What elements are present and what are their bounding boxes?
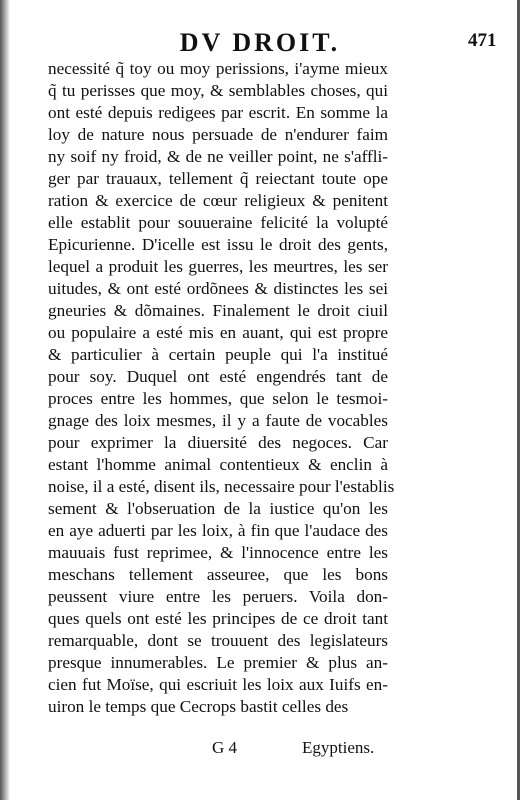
text-line: en aye aduerti par les loix, à fin que l'audace des xyxy=(48,521,388,540)
text-line: necessité q̃ toy ou moy perissions, i'ayme mieux xyxy=(48,59,388,78)
text-line: q̃ tu perisses que moy, & semblables choses, qui xyxy=(48,81,388,100)
text-line: ou populaire a esté mis en auant, qui est propre xyxy=(48,323,388,342)
text-line: noise, il a esté, disent ils, necessaire pour l'establis xyxy=(48,477,395,496)
text-line: loy de nature nous persuade de n'endurer faim xyxy=(48,125,388,144)
text-line: ques quels ont esté les principes de ce droit tant xyxy=(48,609,388,628)
text-line: mauuais fust reprimee, & l'innocence entre les xyxy=(48,543,388,562)
page-number: 471 xyxy=(468,30,497,51)
catchword: Egyptiens. xyxy=(302,738,375,757)
text-line: elle establit pour souueraine felicité la volupté xyxy=(48,213,388,232)
text-line: estant l'homme animal contentieux & enclin à xyxy=(48,455,388,474)
text-line: peussent viure entre les peruers. Voila don- xyxy=(48,587,388,606)
text-line: lequel a produit les guerres, les meurtres, les ser xyxy=(48,257,388,276)
text-line: ration & exercice de cœur religieux & penitent xyxy=(48,191,388,210)
text-line: pour soy. Duquel ont esté engendrés tant de xyxy=(48,367,388,386)
running-title: DV DROIT. xyxy=(179,28,341,57)
text-line: pour exprimer la diuersité des negoces. Car xyxy=(48,433,388,452)
text-line: ger par trauaux, tellement q̃ reiectant toute ope xyxy=(48,169,388,188)
text-line: Epicurienne. D'icelle est issu le droit des gents, xyxy=(48,235,388,254)
text-line: & particulier à certain peuple qui l'a institué xyxy=(48,345,388,364)
binding-shadow xyxy=(0,0,10,800)
body-text xyxy=(48,58,395,718)
signature-mark: G 4 xyxy=(212,738,238,757)
text-line: ont esté depuis redigees par escrit. En somme la xyxy=(48,103,388,122)
text-line: proces entre les hommes, que selon le tesmoi- xyxy=(48,389,388,408)
text-line: gnage des loix mesmes, il y a faute de vocables xyxy=(48,411,388,430)
text-line: uitudes, & ont esté ordõnees & distinctes les sei xyxy=(48,279,388,298)
text-line: meschans tellement asseuree, que les bons xyxy=(48,565,388,584)
text-line: cien fut Moïse, qui escriuit les loix aux Iuifs en- xyxy=(48,675,388,694)
text-line: sement & l'obseruation de la iustice qu'on les xyxy=(48,499,388,518)
text-line: uiron le temps que Cecrops bastit celles des xyxy=(48,697,349,716)
text-line: ny soif ny froid, & de ne veiller point, ne s'affli- xyxy=(48,147,388,166)
text-line: presque innumerables. Le premier & plus an- xyxy=(48,653,388,672)
text-line: gneuries & dõmaines. Finalement le droit ciuil xyxy=(48,301,388,320)
text-line: remarquable, dont se trouuent des legislateurs xyxy=(48,631,388,650)
